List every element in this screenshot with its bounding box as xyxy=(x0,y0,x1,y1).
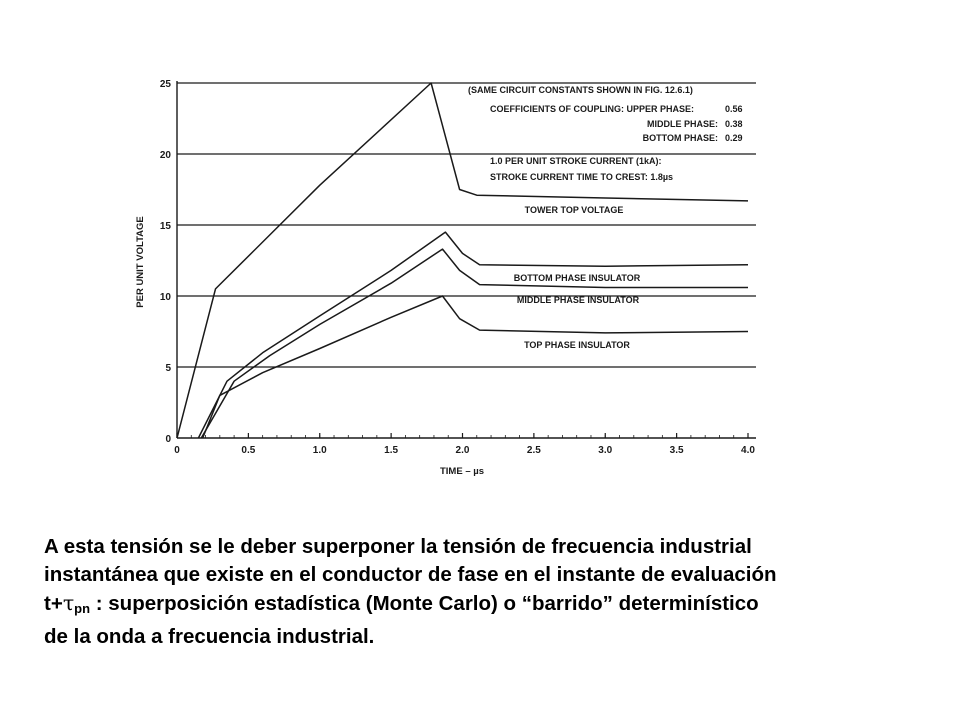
series-label: MIDDLE PHASE INSULATOR xyxy=(516,295,640,305)
caption-t-plus: t+ xyxy=(44,592,63,615)
caption-line-3 xyxy=(44,589,924,623)
tau-subscript: pn xyxy=(74,601,91,616)
series-label: TOP PHASE INSULATOR xyxy=(524,340,630,350)
x-tick-label: 3.5 xyxy=(669,445,684,456)
annotation-coupling-upper-label: COEFFICIENTS OF COUPLING: UPPER PHASE: xyxy=(490,104,695,114)
y-axis-title: PER UNIT VOLTAGE xyxy=(135,216,146,308)
x-tick-label: 2.0 xyxy=(455,445,470,456)
caption-paragraph xyxy=(44,533,924,651)
y-tick-label: 0 xyxy=(165,434,171,445)
x-axis-title: TIME – µs xyxy=(439,466,485,477)
annotation-coupling-upper-value: 0.56 xyxy=(725,104,743,114)
y-tick-label: 5 xyxy=(165,363,171,374)
annotation-coupling-middle-label: MIDDLE PHASE: xyxy=(646,119,718,129)
annotation-stroke-current: 1.0 PER UNIT STROKE CURRENT (1kA): xyxy=(490,156,662,166)
caption-line-3-rest: : superposición estadística (Monte Carlo) o “barrido” determinístico xyxy=(90,592,759,615)
x-tick-label: 1.0 xyxy=(312,445,327,456)
series-line-middle-phase-insulator xyxy=(201,249,748,438)
x-tick-label: 0.5 xyxy=(241,445,256,456)
caption-line-2: instantánea que existe en el conductor de fase en el instante de evaluación xyxy=(44,563,777,586)
x-tick-label: 3.0 xyxy=(598,445,613,456)
caption-line-4: de la onda a frecuencia industrial. xyxy=(44,625,375,648)
annotation-circuit-note: (SAME CIRCUIT CONSTANTS SHOWN IN FIG. 12.6.1) xyxy=(468,85,693,95)
series-label: BOTTOM PHASE INSULATOR xyxy=(513,273,641,283)
y-tick-label: 10 xyxy=(159,292,171,303)
annotation-coupling-middle-value: 0.38 xyxy=(725,119,743,129)
x-tick-label: 0 xyxy=(174,445,180,456)
annotation-box xyxy=(468,85,743,182)
y-tick-label: 25 xyxy=(159,79,171,90)
x-tick-label: 4.0 xyxy=(741,445,755,456)
caption-line-1: A esta tensión se le deber superponer la tensión de frecuencia industrial xyxy=(44,535,752,558)
y-tick-label: 15 xyxy=(159,221,171,232)
annotation-coupling-bottom-value: 0.29 xyxy=(725,133,743,143)
tau-symbol: τ xyxy=(62,591,75,615)
y-tick-label: 20 xyxy=(159,150,171,161)
annotation-coupling-bottom-label: BOTTOM PHASE: xyxy=(642,133,718,143)
annotation-time-to-crest: STROKE CURRENT TIME TO CREST: 1.8µs xyxy=(490,172,674,182)
series-label: TOWER TOP VOLTAGE xyxy=(524,205,624,215)
x-tick-label: 1.5 xyxy=(384,445,399,456)
series-line-bottom-phase-insulator xyxy=(198,232,748,438)
x-tick-label: 2.5 xyxy=(526,445,541,456)
